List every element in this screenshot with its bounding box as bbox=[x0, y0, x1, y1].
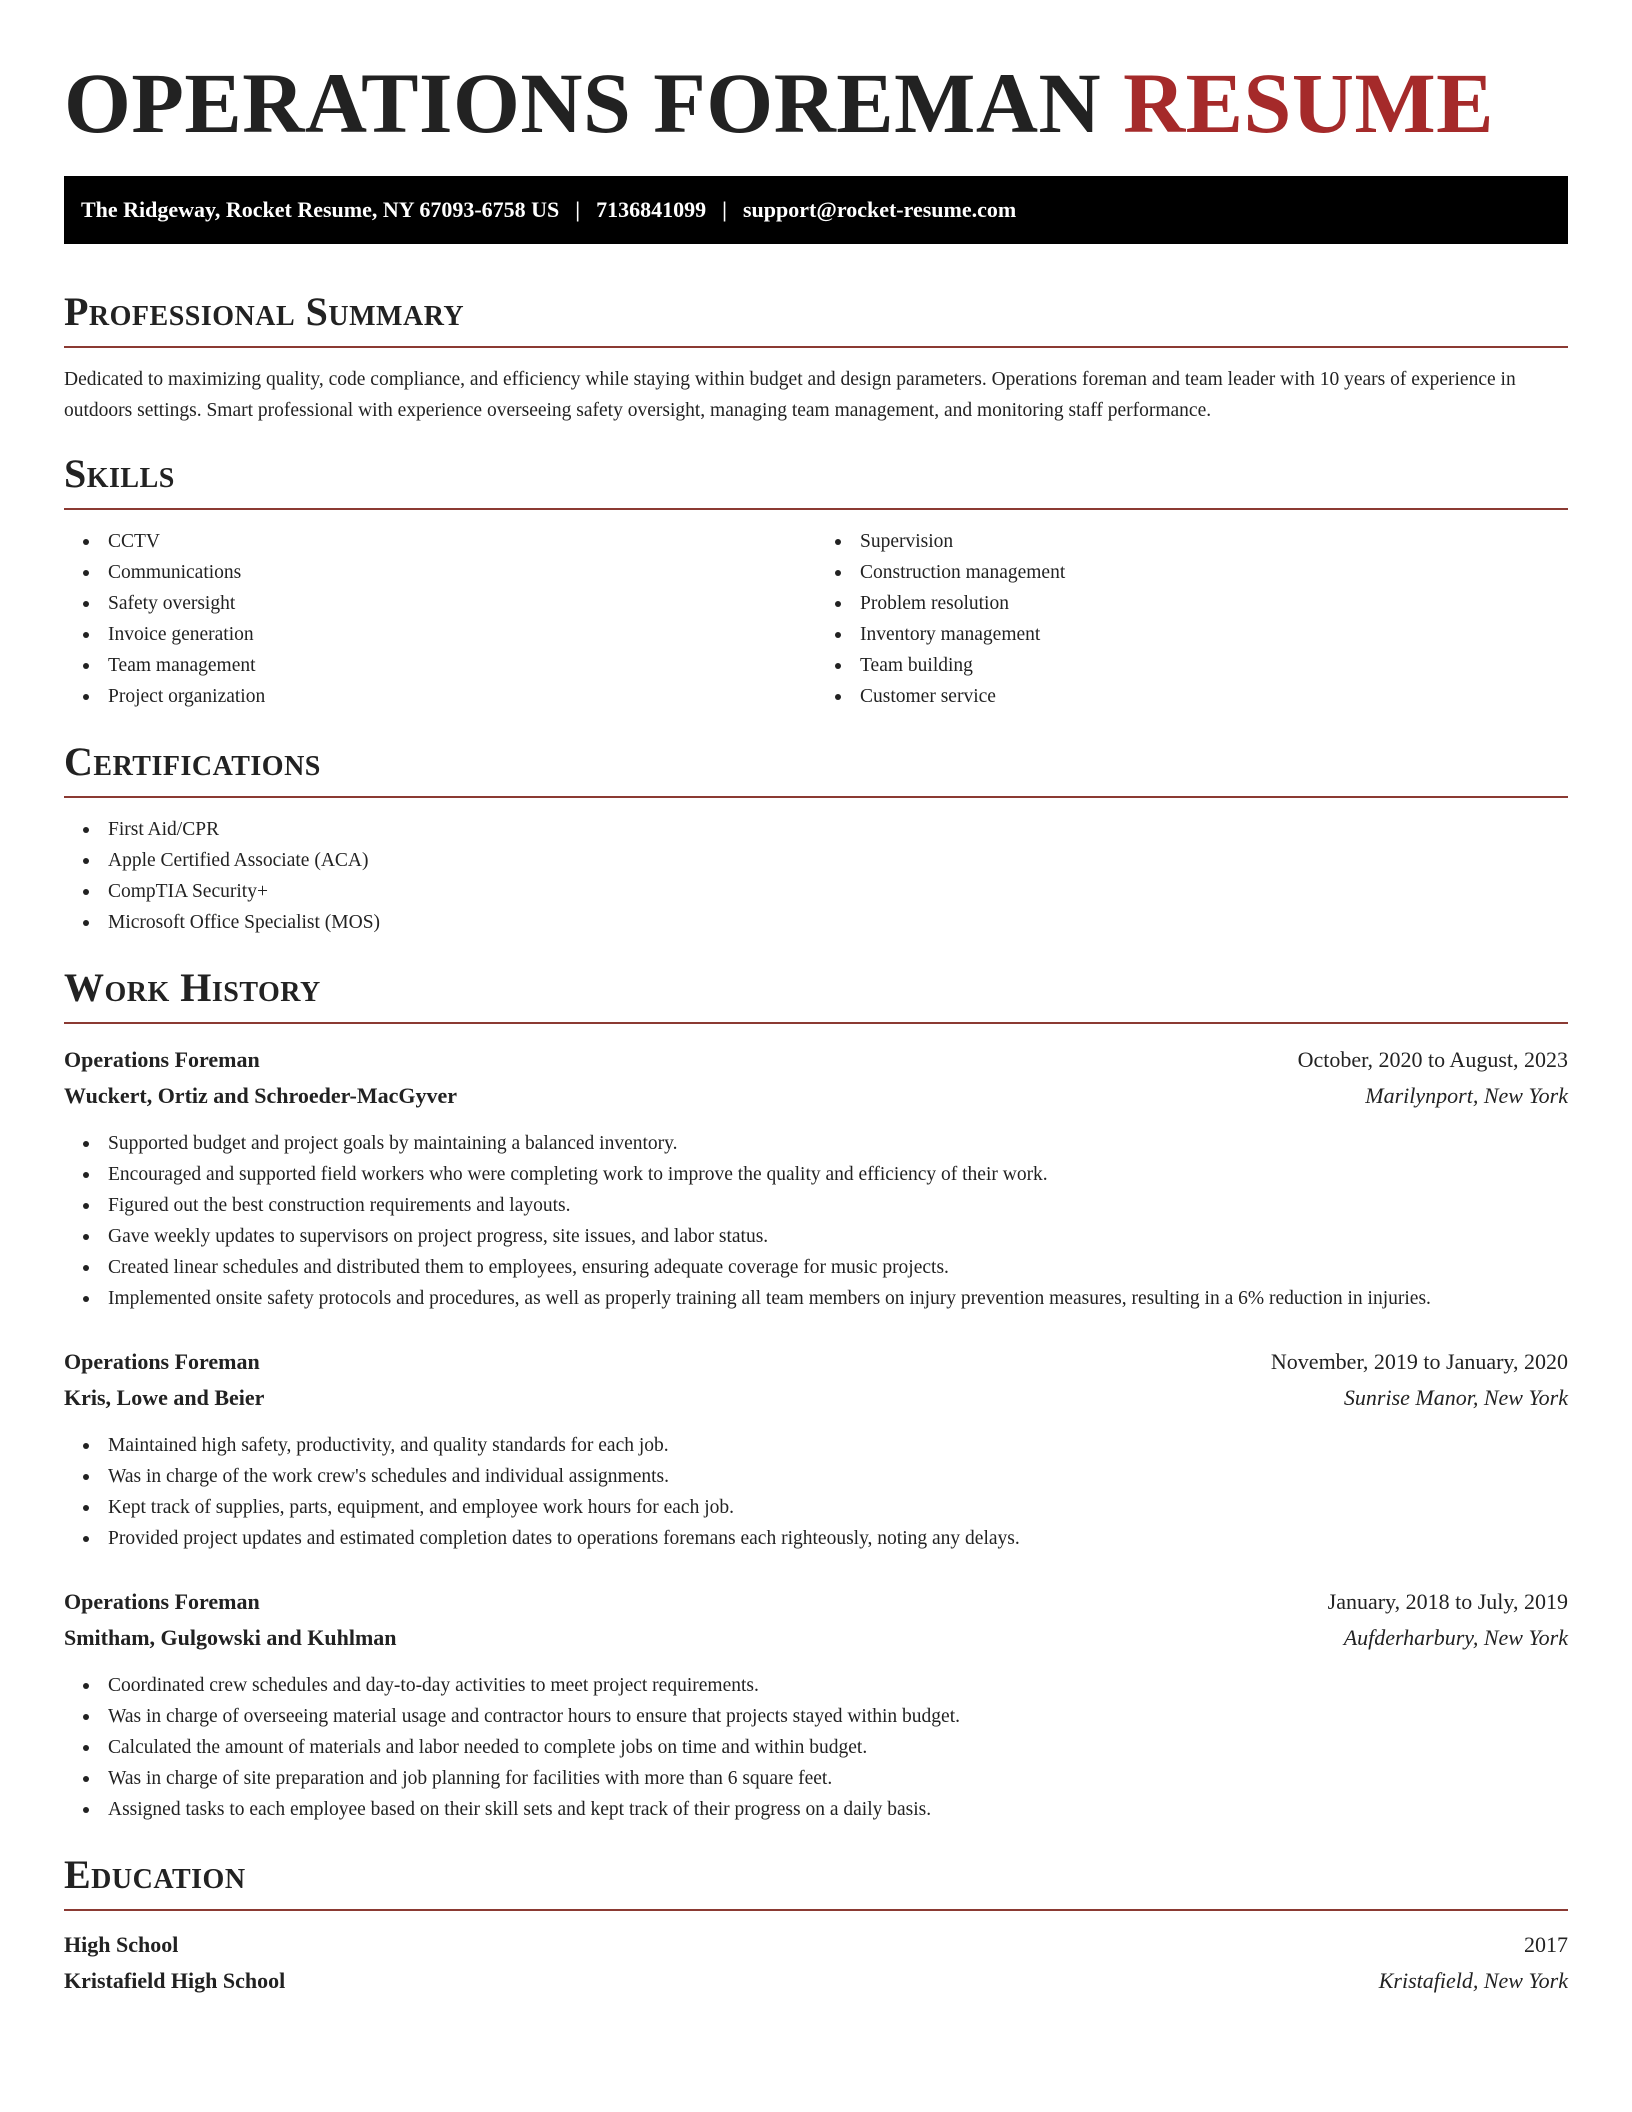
skill-item: Team building bbox=[816, 650, 1568, 681]
job-title: Operations Foreman bbox=[64, 1047, 260, 1072]
contact-bar bbox=[64, 176, 1568, 244]
skill-item: Construction management bbox=[816, 557, 1568, 588]
job-location: Aufderharbury, New York bbox=[1343, 1625, 1568, 1650]
job-company: Wuckert, Ortiz and Schroeder-MacGyver bbox=[64, 1083, 458, 1108]
skill-item: Supervision bbox=[816, 526, 1568, 557]
job-location: Sunrise Manor, New York bbox=[1343, 1385, 1568, 1410]
job-header bbox=[64, 1584, 1568, 1620]
contact-separator: | bbox=[722, 197, 727, 222]
job-bullets bbox=[64, 1128, 1568, 1314]
job-subheader bbox=[64, 1380, 1568, 1416]
certification-item: CompTIA Security+ bbox=[64, 876, 1568, 907]
section-heading: Professional Summary bbox=[64, 289, 465, 334]
title-accent: RESUME bbox=[1123, 55, 1494, 151]
job-entry bbox=[64, 1344, 1568, 1554]
job-location: Marilynport, New York bbox=[1365, 1083, 1568, 1108]
job-bullet: Figured out the best construction requirements and layouts. bbox=[64, 1190, 1568, 1221]
job-bullet: Was in charge of the work crew's schedules and individual assignments. bbox=[64, 1461, 1568, 1492]
section-divider bbox=[64, 1909, 1568, 1911]
section-divider bbox=[64, 346, 1568, 348]
skill-item: Inventory management bbox=[816, 619, 1568, 650]
title-main: OPERATIONS FOREMAN bbox=[64, 55, 1102, 151]
section-heading: Skills bbox=[64, 451, 175, 496]
job-dates: October, 2020 to August, 2023 bbox=[1297, 1047, 1568, 1072]
job-bullet: Was in charge of site preparation and job planning for facilities with more than 6 square feet. bbox=[64, 1763, 1568, 1794]
section-heading: Work History bbox=[64, 965, 321, 1010]
skill-item: Safety oversight bbox=[64, 588, 816, 619]
skill-item: Communications bbox=[64, 557, 816, 588]
education-section bbox=[64, 1851, 1568, 1999]
job-bullet: Provided project updates and estimated completion dates to operations foremans each righteously, noting any delays. bbox=[64, 1523, 1568, 1554]
certification-item: Microsoft Office Specialist (MOS) bbox=[64, 907, 1568, 938]
job-header bbox=[64, 1042, 1568, 1078]
skill-item: Problem resolution bbox=[816, 588, 1568, 619]
job-title: Operations Foreman bbox=[64, 1589, 260, 1614]
work-history-section bbox=[64, 964, 1568, 1825]
job-header bbox=[64, 1344, 1568, 1380]
skill-item: Invoice generation bbox=[64, 619, 816, 650]
skills-columns bbox=[64, 526, 1568, 712]
job-bullets bbox=[64, 1670, 1568, 1825]
skills-section bbox=[64, 450, 1568, 712]
certifications-section bbox=[64, 738, 1568, 938]
section-heading: Education bbox=[64, 1852, 246, 1897]
certification-item: Apple Certified Associate (ACA) bbox=[64, 845, 1568, 876]
education-degree: High School bbox=[64, 1932, 179, 1957]
section-divider bbox=[64, 508, 1568, 510]
summary-section bbox=[64, 288, 1568, 426]
skills-list-right bbox=[816, 526, 1568, 712]
job-subheader bbox=[64, 1078, 1568, 1114]
contact-address: The Ridgeway, Rocket Resume, NY 67093-6758 US bbox=[81, 197, 560, 222]
job-bullet: Gave weekly updates to supervisors on project progress, site issues, and labor status. bbox=[64, 1221, 1568, 1252]
job-entry bbox=[64, 1584, 1568, 1825]
job-bullet: Implemented onsite safety protocols and procedures, as well as properly training all team members on injury prevention measures, resulting in a 6% reduction in injuries. bbox=[64, 1283, 1568, 1314]
section-divider bbox=[64, 1022, 1568, 1024]
job-bullet: Supported budget and project goals by maintaining a balanced inventory. bbox=[64, 1128, 1568, 1159]
certification-item: First Aid/CPR bbox=[64, 814, 1568, 845]
page-title bbox=[64, 53, 1568, 153]
job-bullet: Calculated the amount of materials and labor needed to complete jobs on time and within budget. bbox=[64, 1732, 1568, 1763]
job-subheader bbox=[64, 1620, 1568, 1656]
skill-item: Team management bbox=[64, 650, 816, 681]
job-company: Kris, Lowe and Beier bbox=[64, 1385, 265, 1410]
job-dates: January, 2018 to July, 2019 bbox=[1327, 1589, 1568, 1614]
education-school: Kristafield High School bbox=[64, 1968, 286, 1993]
education-subheader bbox=[64, 1963, 1568, 1999]
skills-list-left bbox=[64, 526, 816, 712]
job-bullets bbox=[64, 1430, 1568, 1554]
education-header bbox=[64, 1927, 1568, 1963]
education-year: 2017 bbox=[1524, 1932, 1568, 1957]
job-title: Operations Foreman bbox=[64, 1349, 260, 1374]
certifications-list bbox=[64, 814, 1568, 938]
contact-phone: 7136841099 bbox=[596, 197, 707, 222]
education-entry bbox=[64, 1927, 1568, 1999]
job-bullet: Was in charge of overseeing material usage and contractor hours to ensure that projects stayed within budget. bbox=[64, 1701, 1568, 1732]
job-bullet: Coordinated crew schedules and day-to-day activities to meet project requirements. bbox=[64, 1670, 1568, 1701]
job-company: Smitham, Gulgowski and Kuhlman bbox=[64, 1625, 397, 1650]
contact-email[interactable]: support@rocket-resume.com bbox=[743, 197, 1017, 222]
skill-item: CCTV bbox=[64, 526, 816, 557]
skill-item: Project organization bbox=[64, 681, 816, 712]
contact-separator: | bbox=[575, 197, 581, 222]
job-bullet: Created linear schedules and distributed them to employees, ensuring adequate coverage for music projects. bbox=[64, 1252, 1568, 1283]
job-bullet: Assigned tasks to each employee based on their skill sets and kept track of their progress on a daily basis. bbox=[64, 1794, 1568, 1825]
section-divider bbox=[64, 796, 1568, 798]
job-dates: November, 2019 to January, 2020 bbox=[1270, 1349, 1568, 1374]
job-bullet: Maintained high safety, productivity, and quality standards for each job. bbox=[64, 1430, 1568, 1461]
skill-item: Customer service bbox=[816, 681, 1568, 712]
section-heading: Certifications bbox=[64, 739, 321, 784]
job-entry bbox=[64, 1042, 1568, 1314]
summary-text: Dedicated to maximizing quality, code compliance, and efficiency while staying within budget and design parameters. Operations foreman and team leader with 10 years of experience in outdoors settings. Smart professional with experience overseeing safety oversight, managing team management, and monitoring staff performance. bbox=[64, 369, 1516, 421]
education-location: Kristafield, New York bbox=[1378, 1968, 1568, 1993]
job-bullet: Kept track of supplies, parts, equipment, and employee work hours for each job. bbox=[64, 1492, 1568, 1523]
job-bullet: Encouraged and supported field workers who were completing work to improve the quality and efficiency of their work. bbox=[64, 1159, 1568, 1190]
